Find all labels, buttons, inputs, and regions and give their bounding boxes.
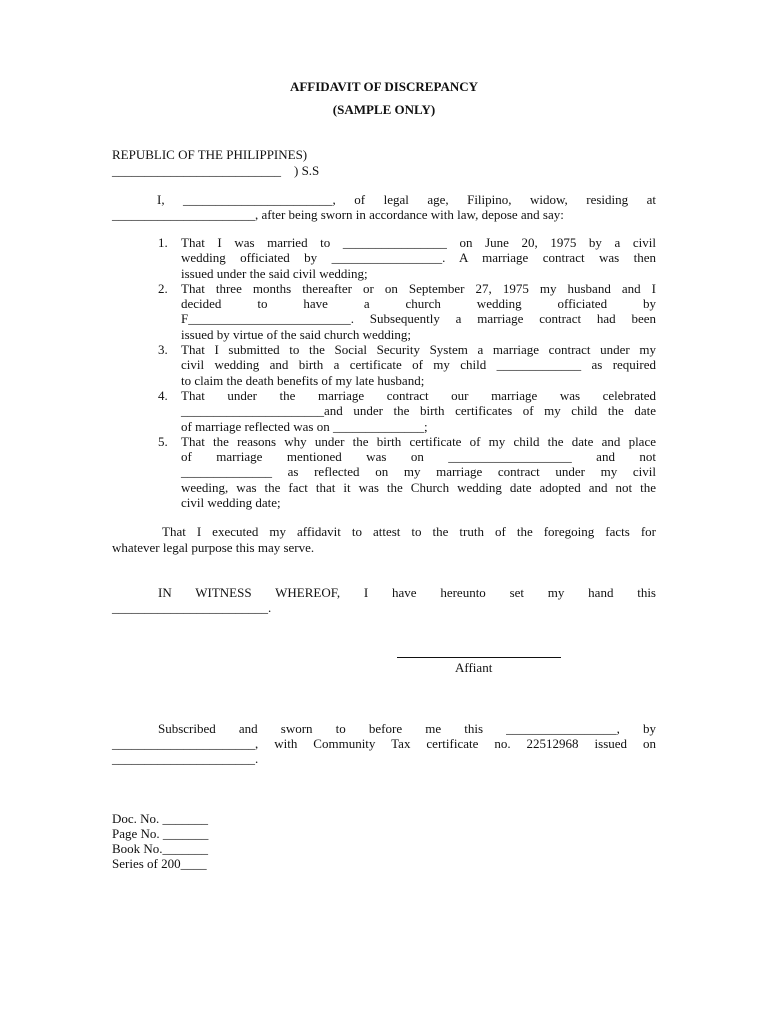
intro-line-1: I, _______________________, of legal age, Filipino, widow, residing at [157, 192, 656, 207]
book-number: Book No._______ [112, 841, 209, 856]
statement-line: ______________ as reflected on my marriage contract under my civil [181, 464, 656, 480]
statement-item [140, 281, 656, 342]
statement-item [140, 342, 656, 388]
statement-line: F_________________________. Subsequently a marriage contract had been [181, 311, 656, 327]
attest-line-1: That I executed my affidavit to attest to the truth of the foregoing facts for [162, 524, 656, 539]
statement-number: 4. [158, 387, 168, 403]
statement-line: issued by virtue of the said church wedding; [181, 326, 411, 342]
statement-line: civil wedding date; [181, 495, 281, 511]
statement-number: 5. [158, 433, 168, 449]
statement-line: civil wedding and birth a certificate of my child _____________ as required [181, 357, 656, 373]
document-subtitle: (SAMPLE ONLY) [332, 102, 436, 117]
series-number: Series of 200____ [112, 856, 207, 871]
signature-line [397, 657, 561, 658]
document-title: AFFIDAVIT OF DISCREPANCY [289, 79, 479, 94]
statement-line: That the reasons why under the birth certificate of my child the date and place [181, 433, 656, 449]
statement-line: ______________________and under the birth certificates of my child the date [181, 403, 656, 419]
jurat-line-2: ______________________, with Community Tax certificate no. 22512968 issued on [112, 736, 656, 751]
statement-line: That under the marriage contract our marriage was celebrated [181, 387, 656, 403]
statement-number: 1. [158, 235, 168, 250]
jurat-line-1: Subscribed and sworn to before me this _________________, by [158, 721, 656, 736]
statement-line: That I was married to ________________ on June 20, 1975 by a civil [181, 235, 656, 250]
statement-item [140, 235, 656, 281]
affiant-label: Affiant [455, 660, 493, 675]
statement-line: issued under the said civil wedding; [181, 265, 368, 281]
statement-line: That I submitted to the Social Security System a marriage contract under my [181, 342, 656, 358]
page-number: Page No. _______ [112, 826, 209, 841]
venue-city: __________________________ ) S.S [112, 163, 320, 178]
statement-line: of marriage reflected was on ______________; [181, 418, 428, 434]
statement-item [140, 434, 656, 510]
statement-list [140, 235, 656, 510]
statement-line: wedding officiated by _________________. A marriage contract was then [181, 250, 656, 266]
statement-item [140, 388, 656, 434]
statement-number: 2. [158, 280, 168, 296]
intro-line-2: ______________________, after being sworn in accordance with law, depose and say: [112, 207, 564, 222]
statement-line: That three months thereafter or on September 27, 1975 my husband and I [181, 280, 656, 296]
witness-line-2: ________________________. [112, 600, 272, 615]
statement-line: decided to have a church wedding officiated by [181, 296, 656, 312]
attest-line-2: whatever legal purpose this may serve. [112, 540, 315, 555]
doc-number: Doc. No. _______ [112, 811, 209, 826]
statement-number: 3. [158, 342, 168, 358]
jurat-line-3: ______________________. [112, 751, 259, 766]
statement-line: weeding, was the fact that it was the Church wedding date adopted and not the [181, 479, 656, 495]
statement-line: of marriage mentioned was on ___________________ and not [181, 449, 656, 465]
statement-line: to claim the death benefits of my late husband; [181, 372, 425, 388]
witness-line-1: IN WITNESS WHEREOF, I have hereunto set my hand this [158, 585, 656, 600]
venue-country: REPUBLIC OF THE PHILIPPINES) [112, 147, 308, 162]
